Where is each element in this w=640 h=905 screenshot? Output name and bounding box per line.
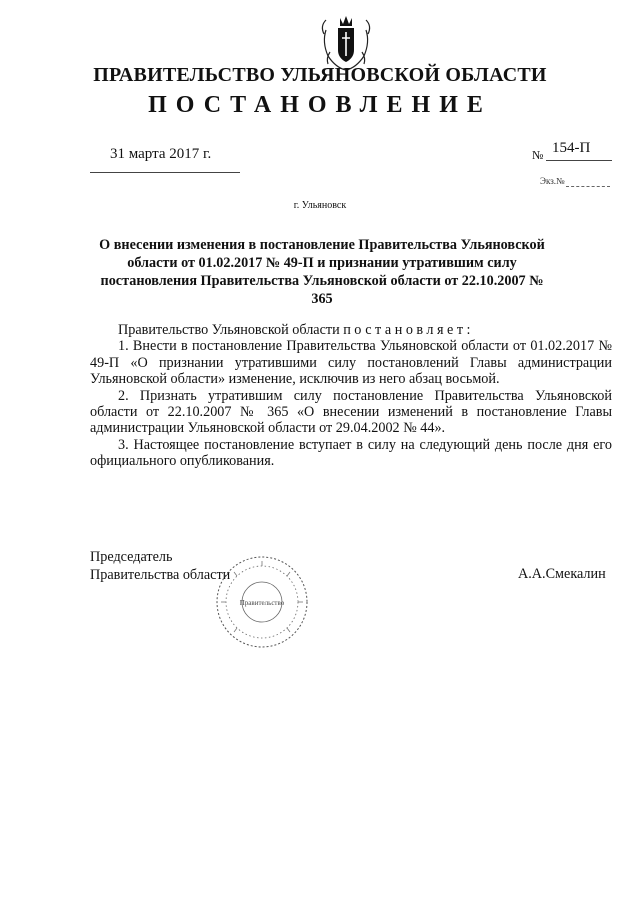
- organization-title: ПРАВИТЕЛЬСТВО УЛЬЯНОВСКОЙ ОБЛАСТИ: [93, 64, 547, 86]
- document-body: [90, 322, 612, 470]
- signatory-title: [90, 548, 230, 584]
- number-sign: №: [532, 148, 544, 162]
- document-type: ПОСТАНОВЛЕНИЕ: [148, 92, 492, 118]
- intro-lead: Правительство Ульяновской области: [118, 322, 340, 338]
- stamp-center-text: Правительство: [239, 599, 285, 607]
- signatory-title-line: Правительства области: [90, 567, 231, 583]
- copy-number-underline: [566, 186, 610, 187]
- signatory-title-line: Председатель: [90, 549, 173, 565]
- paragraph-2: 2. Признать утратившим силу постановление Правительства Ульяновской области от 22.10.2007 № 365 «О внесении изменений в постановление Главы администрации Ульяновской области от 29.04.2002 № 44».: [90, 387, 612, 437]
- document-number: 154-П: [552, 140, 591, 156]
- document-subject: [92, 236, 552, 308]
- city-name: г. Ульяновск: [293, 200, 347, 211]
- subject-line: О внесении изменения в постановление Правительства Ульяновской: [99, 237, 545, 253]
- subject-line: области от 01.02.2017 № 49-П и признании утратившим силу: [127, 255, 517, 271]
- official-stamp-icon: [212, 552, 312, 652]
- intro-decree-word: постановляет:: [343, 322, 474, 338]
- document-date: 31 марта 2017 г.: [110, 146, 212, 162]
- paragraph-3: 3. Настоящее постановление вступает в силу на следующий день после дня его официального опубликования.: [90, 436, 612, 470]
- number-underline: [546, 160, 612, 161]
- copy-number-label: Экз.№: [540, 176, 565, 186]
- intro-paragraph: [90, 322, 612, 338]
- subject-line: постановления Правительства Ульяновской области от 22.10.2007 № 365: [100, 273, 544, 307]
- signatory-name: А.А.Смекалин: [518, 566, 606, 582]
- paragraph-1: 1. Внести в постановление Правительства Ульяновской области от 01.02.2017 № 49-П «О признании утратившими силу постановлений Главы администрации Ульяновской области» изменение, исключив из него абзац восьмой.: [90, 338, 612, 388]
- date-underline: [90, 172, 240, 173]
